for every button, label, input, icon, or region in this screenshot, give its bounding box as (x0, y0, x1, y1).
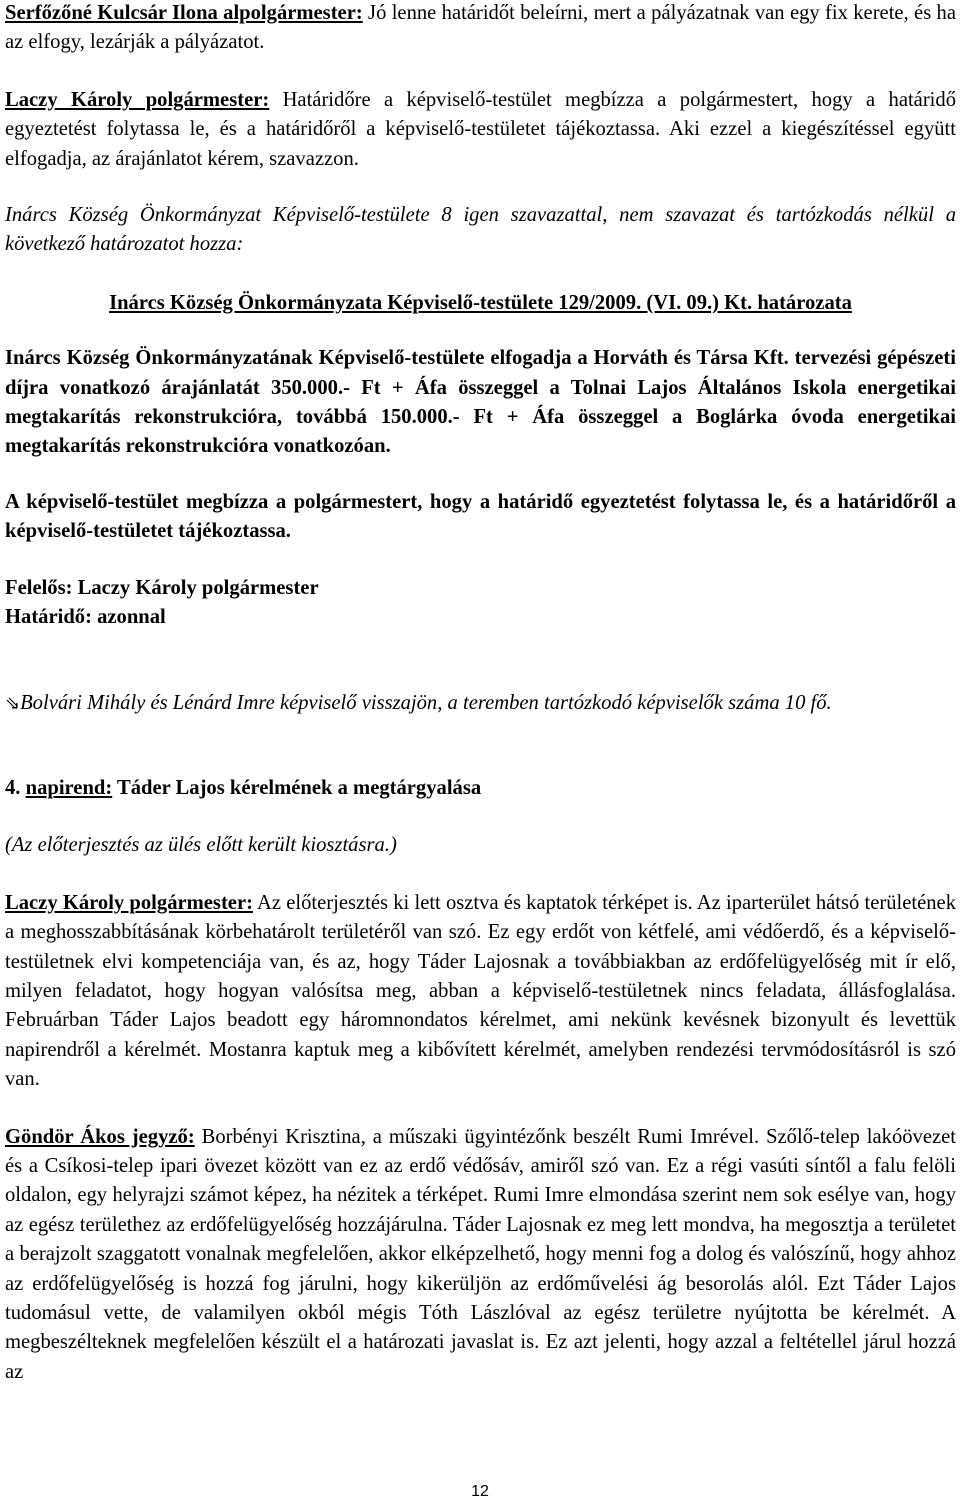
paragraph-deputy-mayor (5, 0, 956, 58)
speaker-name: Serfőzőné Kulcsár Ilona alpolgármester: (5, 2, 363, 24)
resolution-mandate: A képviselő-testület megbízza a polgármestert, hogy a határidő egyeztetést folytassa le, és a határidőről a képviselő-testületet tájékoztassa. (5, 490, 956, 543)
arrow-icon: ⇘ (5, 692, 21, 714)
paragraph-notary (5, 1123, 956, 1388)
speech-text: Az előterjesztés ki lett osztva és kaptatok térképet is. Az iparterület hátsó területének a meghosszabbításának körbehatárolt területéről van szó. Ez egy erdőt von kétfelé, ami védőerdő, és a képviselő-testületnek elvi kompetenciája van, és az, hogy Táder Lajosnak a továbbiakban az erdőfelügyelőség mit ír elő, milyen feladatot, hogy hogyan valósítsa meg, abban a képviselő-testületnek nincs feladata, állásfoglalása. Februárban Táder Lajos beadott egy háromnondatos kérelmet, ami nekünk kevésnek bizonyult és levettük napirendről a kérelmét. Mostanra kaptuk meg a kibővített kérelmét, amelyben rendezési tervmódosításról is szó van. (5, 891, 956, 1091)
speaker-name: Göndör Ákos jegyző: (5, 1125, 195, 1148)
resolution-title: Inárcs Község Önkormányzata Képviselő-testülete 129/2009. (VI. 09.) Kt. határozata (109, 291, 852, 314)
agenda-heading (5, 774, 956, 803)
arrival-text: Bolvári Mihály és Lénárd Imre képviselő visszajön, a teremben tartózkodó képviselők száma 10 fő. (20, 691, 832, 714)
document-page (5, 0, 956, 1387)
speech-text: Jó lenne határidőt beleírni, mert a pályázatnak van egy fix kerete, és ha az elfogy, lezárják a pályázatot. (5, 2, 956, 54)
agenda-note: (Az előterjesztés az ülés előtt került kiosztásra.) (5, 834, 397, 857)
paragraph-mayor-1 (5, 86, 956, 174)
arrival-note (5, 689, 956, 718)
agenda-title: Táder Lajos kérelmének a megtárgyalása (112, 776, 482, 799)
speaker-name: Laczy Károly polgármester: (5, 88, 270, 111)
resolution-body: Inárcs Község Önkormányzatának Képviselő-testülete elfogadja a Horváth és Társa Kft. tervezési gépészeti díjra vonatkozó árajánlatát 350.000.- Ft + Áfa összeggel a Tolnai Lajos Általános Iskola energetikai megtakarítás rekonstrukcióra, továbbá 150.000.- Ft + Áfa összeggel a Boglárka óvoda energetikai megtakarítás rekonstrukcióra vonatkozóan. (5, 347, 956, 458)
agenda-label: napirend: (25, 776, 113, 799)
paragraph-mayor-2 (5, 889, 956, 1095)
deadline-line: Határidő: azonnal (5, 606, 166, 629)
speech-text: Borbényi Krisztina, a műszaki ügyintézőnk beszélt Rumi Imrével. Szőlő-telep lakóövezet és a Csíkosi-telep ipari övezet között van ez az erdő védősáv, amiről szó van. Ez a régi vasúti síntől a falu felöli oldalon, egy helyrajzi számot képez, ha nézitek a térképet. Rumi Imre elmondása szerint nem sok esélye van, hogy az egész területhez az erdőfelügyelőség hozzájárulna. Táder Lajosnak ez meg lett mondva, ha megosztja a területet a berajzolt szaggatott vonalnak megfelelően, akkor elképzelhető, hogy menni fog a dolog és valószínű, hogy ahhoz az erdőfelügyelőség is hozzá fog járulni, hogy kikerüljön az erdőművelési ág besorolás alól. Ezt Táder Lajos tudomásul vette, de valamilyen okból mégis Tóth Lászlóval az egész területre nyújtotta be kérelmét. A megbeszélteknek megfelelően készült el a határozati javaslat is. Ez azt jelenti, hogy azzal a feltétellel járul hozzá az (5, 1125, 956, 1383)
page-number: 12 (471, 1483, 489, 1500)
speech-text: Határidőre a képviselő-testület megbízza a polgármestert, hogy a határidő egyeztetést folytassa le, és a határidőről a képviselő-testületet tájékoztassa. Aki ezzel a kiegészítéssel együtt elfogadja, az árajánlatot kérem, szavazzon. (5, 88, 956, 170)
agenda-number: 4. (5, 776, 21, 799)
speaker-name: Laczy Károly polgármester: (5, 891, 253, 914)
vote-statement: Inárcs Község Önkormányzat Képviselő-testülete 8 igen szavazattal, nem szavazat és tartózkodás nélkül a következő határozatot hozza: (5, 204, 956, 256)
responsible-line: Felelős: Laczy Károly polgármester (5, 576, 319, 599)
